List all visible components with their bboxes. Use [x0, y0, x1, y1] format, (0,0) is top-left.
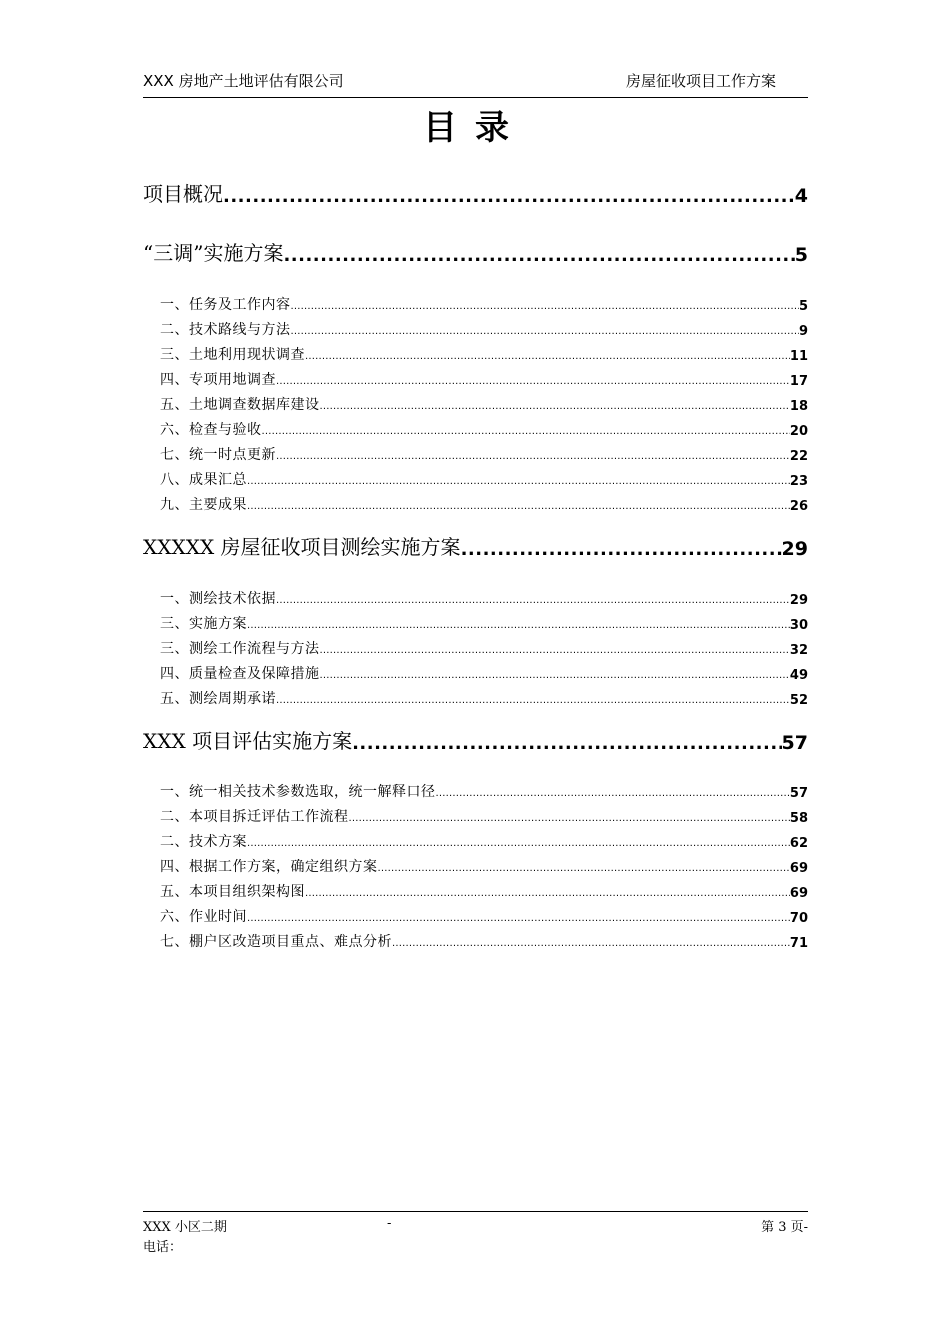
toc-entry-page: 62	[789, 836, 808, 851]
toc-entry-page: 4	[794, 185, 808, 207]
toc-leader-dots	[247, 837, 790, 851]
toc-leader-dots	[305, 350, 790, 364]
toc-entry-page: 69	[789, 886, 808, 901]
toc-entry-page: 29	[781, 538, 808, 560]
toc-entry[interactable]	[143, 181, 808, 207]
toc-entry-page: 32	[789, 643, 808, 658]
toc-subentry[interactable]	[143, 371, 808, 389]
toc-subentry[interactable]	[143, 471, 808, 489]
header-divider	[143, 97, 808, 98]
toc-entry-label: 六、作业时间	[160, 909, 247, 925]
toc-subentry[interactable]	[143, 446, 808, 464]
toc-leader-dots	[291, 300, 799, 314]
toc-entry-page: 70	[789, 911, 808, 926]
toc-entry-page: 57	[781, 732, 808, 754]
toc-subentry[interactable]	[143, 808, 808, 826]
toc-entry-label: 项目概况	[143, 182, 223, 206]
toc-leader-dots	[461, 539, 782, 560]
toc-subentry[interactable]	[143, 858, 808, 876]
toc-leader-dots	[349, 812, 790, 826]
toc-entry-label: 四、根据工作方案，确定组织方案	[160, 859, 378, 875]
toc-subentry[interactable]	[143, 396, 808, 414]
toc-leader-dots	[276, 375, 790, 389]
toc-entry-page: 58	[789, 811, 808, 826]
toc-entry-page: 20	[789, 424, 808, 439]
toc-subentry[interactable]	[143, 296, 808, 314]
toc-entry[interactable]	[143, 534, 808, 560]
toc-entry-label: 五、本项目组织架构图	[160, 884, 305, 900]
header-doc-title: 房屋征收项目工作方案	[625, 72, 776, 90]
footer-separator: -	[387, 1216, 392, 1231]
toc-entry[interactable]	[143, 240, 808, 266]
toc-subentry[interactable]	[143, 421, 808, 439]
toc-entry-page: 57	[789, 786, 808, 801]
toc-entry-page: 69	[789, 861, 808, 876]
toc-leader-dots	[247, 500, 790, 514]
toc-entry-label: XXX 项目评估实施方案	[143, 729, 353, 753]
toc-leader-dots	[276, 694, 790, 708]
toc-subentry[interactable]	[143, 908, 808, 926]
page-title: 目录	[423, 108, 527, 148]
toc-entry-label: 二、技术路线与方法	[160, 322, 291, 338]
toc-entry-page: 30	[789, 618, 808, 633]
toc-entry-page: 23	[789, 474, 808, 489]
toc-subentry[interactable]	[143, 321, 808, 339]
toc-entry-label: 三、测绘工作流程与方法	[160, 641, 320, 657]
toc-entry-page: 49	[789, 668, 808, 683]
toc-entry-label: 四、专项用地调查	[160, 372, 276, 388]
toc-entry[interactable]	[143, 728, 808, 754]
toc-subentry[interactable]	[143, 640, 808, 658]
page-header	[143, 70, 808, 94]
toc-entry-label: 九、主要成果	[160, 497, 247, 513]
toc-entry-page: 9	[798, 324, 808, 339]
toc-subentry[interactable]	[143, 883, 808, 901]
toc-leader-dots	[352, 733, 781, 754]
toc-entry-page: 52	[789, 693, 808, 708]
toc-subentry[interactable]	[143, 690, 808, 708]
toc-leader-dots	[262, 425, 790, 439]
toc-subentry[interactable]	[143, 933, 808, 951]
toc-leader-dots	[283, 245, 794, 266]
toc-entry-page: 26	[789, 499, 808, 514]
toc-entry-label: 二、本项目拆迁评估工作流程	[160, 809, 349, 825]
toc-leader-dots	[247, 619, 790, 633]
toc-leader-dots	[223, 186, 795, 207]
toc-leader-dots	[392, 937, 790, 951]
toc-leader-dots	[378, 862, 790, 876]
toc-entry-label: 一、任务及工作内容	[160, 297, 291, 313]
toc-leader-dots	[247, 912, 790, 926]
toc-entry-label: XXXXX 房屋征收项目测绘实施方案	[143, 535, 461, 559]
toc-entry-label: 一、统一相关技术参数选取，统一解释口径	[160, 784, 436, 800]
toc-leader-dots	[247, 475, 790, 489]
toc-entry-label: 一、测绘技术依据	[160, 591, 276, 607]
toc-entry-label: 三、土地利用现状调查	[160, 347, 305, 363]
toc-leader-dots	[320, 644, 790, 658]
toc-entry-label: 五、测绘周期承诺	[160, 691, 276, 707]
toc-leader-dots	[291, 325, 799, 339]
toc-entry-label: 七、统一时点更新	[160, 447, 276, 463]
toc-leader-dots	[436, 787, 790, 801]
footer-phone-label: 电话：	[143, 1240, 183, 1255]
toc-subentry[interactable]	[143, 590, 808, 608]
header-company: XXX 房地产土地评估有限公司	[143, 72, 344, 90]
toc-leader-dots	[276, 450, 790, 464]
toc-entry-page: 18	[789, 399, 808, 414]
toc-entry-label: 三、实施方案	[160, 616, 247, 632]
footer-divider	[143, 1211, 808, 1212]
toc-leader-dots	[320, 400, 790, 414]
toc-entry-label: 六、检查与验收	[160, 422, 262, 438]
toc-entry-page: 22	[789, 449, 808, 464]
toc-entry-label: 四、质量检查及保障措施	[160, 666, 320, 682]
toc-entry-page: 17	[789, 374, 808, 389]
toc-leader-dots	[305, 887, 790, 901]
toc-subentry[interactable]	[143, 496, 808, 514]
toc-entry-label: “三调”实施方案	[143, 241, 284, 265]
toc-entry-label: 八、成果汇总	[160, 472, 247, 488]
footer-project: XXX 小区二期	[143, 1220, 227, 1235]
toc-entry-page: 11	[789, 349, 808, 364]
toc-subentry[interactable]	[143, 615, 808, 633]
toc-entry-label: 七、棚户区改造项目重点、难点分析	[160, 934, 392, 950]
toc-entry-page: 71	[789, 936, 808, 951]
toc-entry-label: 五、土地调查数据库建设	[160, 397, 320, 413]
toc-subentry[interactable]	[143, 346, 808, 364]
toc-leader-dots	[320, 669, 790, 683]
toc-subentry[interactable]	[143, 665, 808, 683]
toc-entry-page: 5	[794, 244, 808, 266]
toc-entry-page: 29	[789, 593, 808, 608]
toc-entry-page: 5	[798, 299, 808, 314]
toc-subentry[interactable]	[143, 783, 808, 801]
toc-leader-dots	[276, 594, 790, 608]
footer-page-number: 第 3 页-	[761, 1220, 808, 1235]
toc-subentry[interactable]	[143, 833, 808, 851]
toc-entry-label: 二、技术方案	[160, 834, 247, 850]
